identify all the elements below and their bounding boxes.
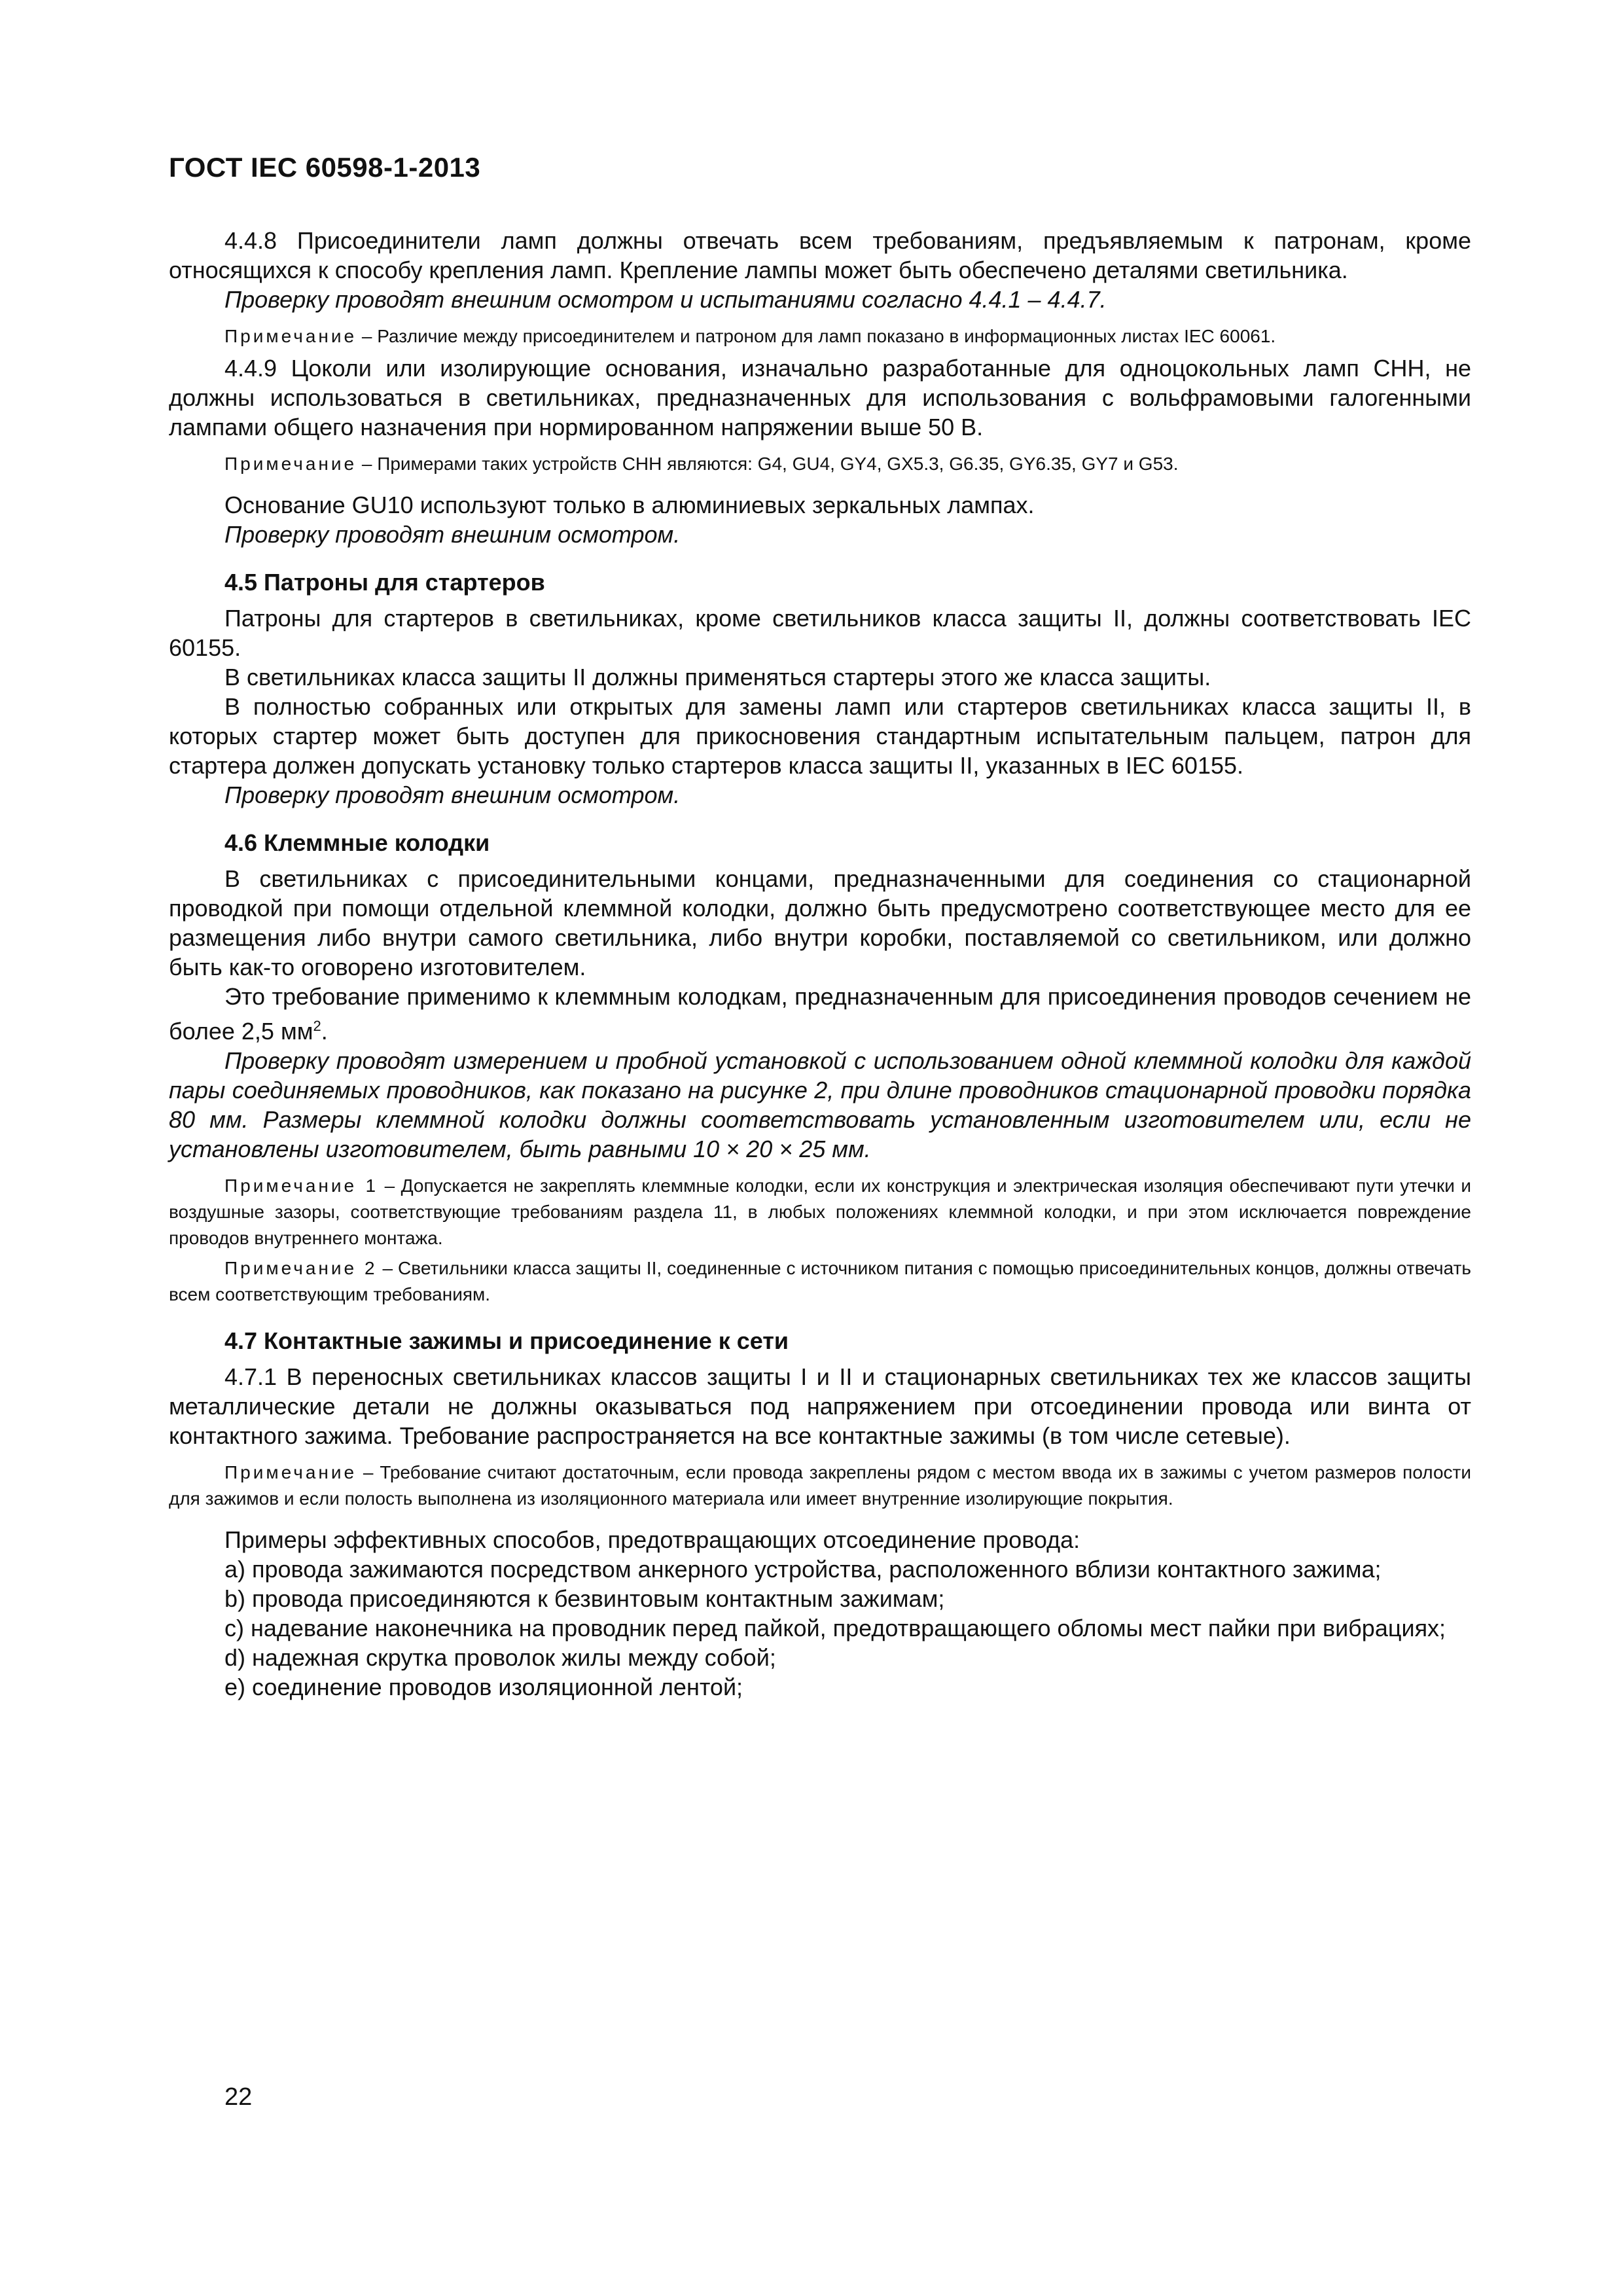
document-body [169, 226, 1471, 1702]
note-label: Примечание 1 [224, 1175, 379, 1196]
check-note-4-5: Проверку проводят внешним осмотром. [224, 781, 681, 808]
note-label: Примечание [224, 1462, 357, 1482]
section-heading-4-7: 4.7 Контактные зажимы и присоединение к сети [224, 1327, 789, 1354]
section-heading-4-5: 4.5 Патроны для стартеров [224, 569, 545, 596]
superscript: 2 [313, 1018, 321, 1034]
clause-4-7-1: 4.7.1 В переносных светильниках классов защиты I и II и стационарных светильниках тех же классов защиты металлические детали не должны оказываться под напряжением при отсоединении провода или винта от контактного зажима. Требование распространяется на все контактные зажимы (в том числе сетевые). [169, 1363, 1471, 1449]
clause-4-4-8: 4.4.8 Присоединители ламп должны отвечать всем требованиям, предъявляемым к патронам, кроме относящихся к способу крепления ламп. Крепление лампы может быть обеспечено деталями светильника. [169, 227, 1471, 283]
clause-4-5-paragraph-2: В светильниках класса защиты II должны применяться стартеры этого же класса защиты. [224, 664, 1211, 691]
note-4-6-1 [169, 1173, 1471, 1251]
note-label: Примечание [224, 326, 357, 346]
check-note-4-4-9: Проверку проводят внешним осмотром. [224, 521, 681, 548]
note-text: – Примерами таких устройств СНН являются: G4, GU4, GY4, GX5.3, G6.35, GY6.35, GY7 и G53. [357, 454, 1179, 474]
list-item-c: c) надевание наконечника на проводник перед пайкой, предотвращающего обломы мест пайки при вибрациях; [224, 1615, 1446, 1641]
section-heading-4-6: 4.6 Клеммные колодки [224, 829, 490, 856]
paragraph-end: . [321, 1018, 328, 1045]
note-text: – Требование считают достаточным, если провода закреплены рядом с местом ввода их в зажимы с учетом размеров полости для зажимов и если полость выполнена из изоляционного материала или имеет внутренние изолирующие покрытия. [169, 1462, 1471, 1509]
list-item-a: a) провода зажимаются посредством анкерного устройства, расположенного вблизи контактного зажима; [224, 1556, 1382, 1583]
check-note-4-4-8: Проверку проводят внешним осмотром и испытаниями согласно 4.4.1 – 4.4.7. [224, 286, 1107, 313]
note-text: – Различие между присоединителем и патроном для ламп показано в информационных листах IEC 60061. [357, 326, 1276, 346]
examples-intro: Примеры эффективных способов, предотвращающих отсоединение провода: [224, 1526, 1080, 1553]
list-item-b: b) провода присоединяются к безвинтовым контактным зажимам; [224, 1585, 945, 1612]
note-4-4-8 [169, 323, 1471, 350]
note-4-6-2 [169, 1255, 1471, 1308]
paragraph-text: Это требование применимо к клеммным колодкам, предназначенным для присоединения проводов сечением не более 2,5 мм [169, 983, 1471, 1045]
clause-4-5-paragraph-3: В полностью собранных или открытых для замены ламп или стартеров светильниках класса защиты II, в которых стартер может быть доступен для прикосновения стандартным испытательным пальцем, патрон для стартера должен допускать установку только стартеров класса защиты II, указанных в IEC 60155. [169, 693, 1471, 779]
note-text: – Допускается не закреплять клеммные колодки, если их конструкция и электрическая изоляция обеспечивают пути утечки и воздушные зазоры, соответствующие требованиям раздела 11, в любых положениях клеммной колодки, и при этом исключается повреждение проводов внутреннего монтажа. [169, 1175, 1471, 1248]
clause-4-5-paragraph-1: Патроны для стартеров в светильниках, кроме светильников класса защиты II, должны соответствовать IEC 60155. [169, 605, 1471, 661]
note-4-7-1 [169, 1460, 1471, 1512]
note-text: – Светильники класса защиты II, соединенные с источником питания с помощью присоединительных концов, должны отвечать всем соответствующим требованиям. [169, 1258, 1471, 1304]
list-item-e: e) соединение проводов изоляционной лентой; [224, 1674, 743, 1700]
clause-4-6-paragraph-1: В светильниках с присоединительными концами, предназначенными для соединения со стационарной проводкой при помощи отдельной клеммной колодки, должно быть предусмотрено соответствующее место для ее размещения либо внутри самого светильника, либо внутри коробки, поставляемой со светильником, или должно быть как-то оговорено изготовителем. [169, 865, 1471, 980]
page-number: 22 [224, 2083, 253, 2111]
standard-header: ГОСТ IEC 60598-1-2013 [169, 152, 481, 183]
note-label: Примечание [224, 454, 357, 474]
clause-4-6-paragraph-2 [169, 982, 1471, 1046]
check-note-4-6: Проверку проводят измерением и пробной установкой с использованием одной клеммной колодки для каждой пары соединяемых проводников, как показано на рисунке 2, при длине проводников стационарной проводки порядка 80 мм. Размеры клеммной колодки должны соответствовать установленным изготовителем или, если не установлены изготовителем, быть равными 10 × 20 × 25 мм. [169, 1047, 1471, 1162]
gu10-paragraph: Основание GU10 используют только в алюминиевых зеркальных лампах. [224, 492, 1035, 518]
document-page [169, 0, 1471, 2296]
note-label: Примечание 2 [224, 1258, 378, 1278]
clause-4-4-9: 4.4.9 Цоколи или изолирующие основания, изначально разработанные для одноцокольных ламп СНН, не должны использоваться в светильниках, предназначенных для использования с вольфрамовыми галогенными лампами общего назначения при нормированном напряжении выше 50 В. [169, 355, 1471, 440]
list-item-d: d) надежная скрутка проволок жилы между собой; [224, 1644, 776, 1671]
note-4-4-9 [169, 451, 1471, 477]
